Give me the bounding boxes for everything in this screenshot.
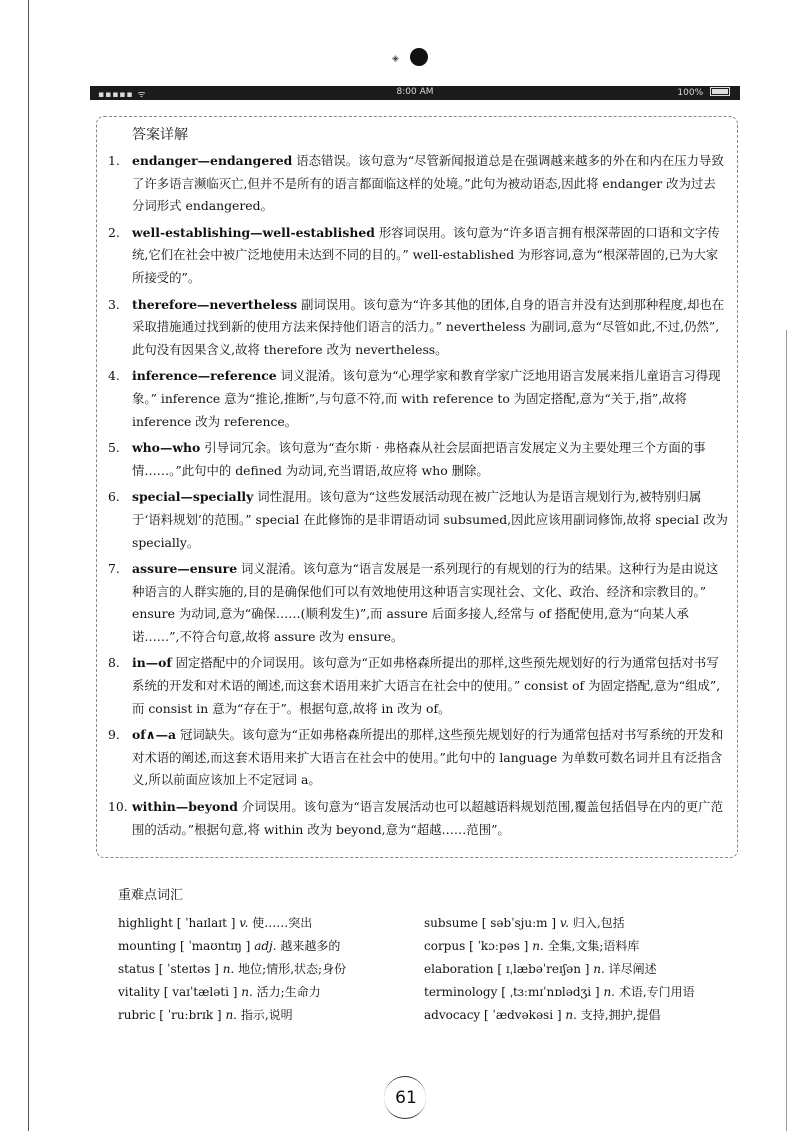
battery-icon (710, 87, 730, 96)
vocab-ipa: [ ˈmaʊntɪŋ ] (179, 939, 251, 953)
item-correction: inference—reference (132, 368, 277, 384)
vocab-list-left (118, 912, 438, 1027)
vocab-entry (424, 935, 744, 958)
vocab-list-right (424, 912, 744, 1027)
item-explanation: 固定搭配中的介词误用。该句意为“正如弗格森所提出的那样,这些预先规划好的行为通常包括对书写系统的开发和对术语的阐述,而这套术语用来扩大语言在社会中的使用。” consist of 为固定搭配,意为“组成”,而 consist in 意为“存在于”。根据句意,故将 in 改为 of。 (132, 655, 721, 716)
item-correction: of∧—a (132, 727, 177, 743)
item-correction: special—specially (132, 489, 254, 505)
vocab-meaning: 使……突出 (252, 916, 313, 930)
vocab-entry (118, 981, 438, 1004)
vocab-word: advocacy (424, 1008, 481, 1022)
vocab-entry (424, 1004, 744, 1027)
vocab-word: subsume (424, 916, 478, 930)
vocab-entry (118, 935, 438, 958)
vocab-pos: n. (603, 985, 615, 999)
vocab-pos: n. (565, 1008, 577, 1022)
item-explanation: 引导词冗余。该句意为“查尔斯 · 弗格森从社会层面把语言发展定义为主要处理三个方面的事情……。”此句中的 defined 为动词,充当谓语,故应将 who 删除。 (132, 440, 706, 478)
vocab-ipa: [ ˈruːbrɪk ] (159, 1008, 222, 1022)
vocab-meaning: 活力;生命力 (256, 985, 321, 999)
vocab-pos: n. (593, 962, 605, 976)
page-edge-line-right (786, 330, 787, 1131)
answer-item (108, 558, 728, 648)
item-number: 6. (108, 489, 120, 505)
vocab-word: terminology (424, 985, 498, 999)
vocab-entry (118, 1004, 438, 1027)
page-edge-line (28, 0, 29, 1131)
vocab-pos: adj. (254, 939, 277, 953)
answer-list (108, 150, 728, 845)
battery-indicator (677, 87, 730, 98)
item-number: 5. (108, 440, 120, 456)
item-number: 9. (108, 727, 120, 743)
item-correction: who—who (132, 440, 201, 456)
item-correction: in—of (132, 655, 172, 671)
item-correction: endanger—endangered (132, 153, 293, 168)
vocab-pos: n. (222, 962, 235, 976)
vocab-meaning: 术语,专门用语 (618, 985, 695, 999)
vocab-ipa: [ ɪˌlæbəˈreɪʃən ] (497, 962, 590, 976)
vocab-word: elaboration (424, 962, 494, 976)
status-time: 8:00 AM (396, 87, 434, 97)
vocab-meaning: 指示,说明 (240, 1008, 293, 1022)
vocab-entry (424, 912, 744, 935)
item-explanation: 形容词误用。该句意为“许多语言拥有根深蒂固的口语和文字传统,它们在社会中被广泛地使用未达到不同的目的。” well-established 为形容词,意为“根深蒂固的,已为大家所接受的”。 (132, 224, 720, 285)
item-explanation: 词义混淆。该句意为“心理学家和教育学家广泛地用语言发展来指儿童语言习得现象。” inference 意为“推论,推断”,与句意不符,而 with reference to 为固定搭配,意为“关于,指”,故将 inference 改为 reference。 (132, 368, 721, 429)
vocab-ipa: [ ˈkɔːpəs ] (469, 939, 529, 953)
vocab-word: highlight (118, 916, 173, 930)
item-explanation: 词性混用。该句意为“这些发展活动现在被广泛地认为是语言规划行为,被特别归属于‘语料规划’的范围。” special 在此修饰的是非谓语动词 subsumed,因此应该用副词修饰,故将 special 改为 specially。 (132, 489, 728, 550)
item-correction: therefore—nevertheless (132, 296, 298, 312)
item-correction: within—beyond (132, 799, 238, 815)
vocab-meaning: 越来越多的 (280, 939, 341, 953)
item-number: 2. (108, 224, 120, 240)
item-explanation: 副词误用。该句意为“许多其他的团体,自身的语言并没有达到那种程度,却也在采取措施通过找到新的使用方法来保持他们语言的活力。” nevertheless 为副词,意为“尽管如此,不过,仍然”,此句没有因果含义,故将 therefore 改为 nevertheless。 (132, 296, 725, 357)
answer-item (108, 724, 728, 792)
answer-item (108, 486, 728, 554)
answers-title: 答案详解 (132, 127, 188, 143)
vocab-ipa: [ ˈsteɪtəs ] (158, 962, 219, 976)
vocab-entry (424, 958, 744, 981)
vocab-ipa: [ ˈhaɪlaɪt ] (176, 916, 236, 930)
item-explanation: 词义混淆。该句意为“语言发展是一系列现行的有规划的行为的结果。这种行为是由说这种语言的人群实施的,目的是确保他们可以有效地使用这种语言实现社会、文化、政治、经济和宗教目的。” ensure 为动词,意为“确保……(顺利发生)”,而 assure 后面多接人,经常与 of 搭配使用,意为“向某人承诺……”,不符合句意,故将 assure 改为 ensure。 (132, 561, 719, 644)
status-bar (90, 86, 740, 100)
vocab-ipa: [ ˈædvəkəsi ] (484, 1008, 562, 1022)
vocab-pos: n. (225, 1008, 237, 1022)
vocab-pos: v. (239, 916, 249, 930)
vocab-entry (118, 912, 438, 935)
vocab-pos: n. (241, 985, 253, 999)
camera-icon: ◈ (392, 54, 399, 64)
item-number: 4. (108, 368, 120, 384)
camera-dot-icon (410, 48, 428, 66)
vocab-word: rubric (118, 1008, 156, 1022)
item-number: 8. (108, 655, 120, 671)
vocab-meaning: 详尽阐述 (608, 962, 657, 976)
vocab-meaning: 支持,拥护,提倡 (580, 1008, 661, 1022)
vocab-word: vitality (118, 985, 160, 999)
item-number: 7. (108, 561, 120, 577)
vocab-word: mounting (118, 939, 177, 953)
item-correction: assure—ensure (132, 561, 238, 577)
answer-item (108, 652, 728, 720)
signal-indicator: ▪▪▪▪▪ ᯤ (98, 90, 147, 100)
item-number: 1. (108, 153, 120, 168)
vocab-ipa: [ ˌtɜːmɪˈnɒlədʒi ] (501, 985, 600, 999)
answer-item (108, 796, 728, 841)
item-explanation: 介词误用。该句意为“语言发展活动也可以超越语料规划范围,覆盖包括倡导在内的更广范围的活动。”根据句意,将 within 改为 beyond,意为“超越……范围”。 (132, 799, 723, 837)
vocab-meaning: 归入,包括 (572, 916, 625, 930)
item-number: 10. (108, 799, 128, 815)
answer-item (108, 365, 728, 433)
vocab-ipa: [ səbˈsjuːm ] (481, 916, 557, 930)
page-number: 61 (384, 1076, 428, 1120)
battery-percent: 100% (677, 88, 704, 98)
answer-item (108, 150, 728, 218)
vocab-entry (118, 958, 438, 981)
vocab-pos: n. (532, 939, 544, 953)
vocab-word: corpus (424, 939, 466, 953)
vocab-title: 重难点词汇 (118, 888, 184, 903)
answer-item (108, 294, 728, 362)
item-explanation: 语态错误。该句意为“尽管新闻报道总是在强调越来越多的外在和内在压力导致了许多语言濒临灭亡,但并不是所有的语言都面临这样的处境。”此句为被动语态,因此将 endanger 改为过去分词形式 endangered。 (132, 153, 724, 214)
vocab-meaning: 地位;情形,状态;身份 (238, 962, 347, 976)
item-explanation: 冠词缺失。该句意为“正如弗格森所提出的那样,这些预先规划好的行为通常包括对书写系统的开发和对术语的阐述,而这套术语用来扩大语言在社会中的使用。”此句中的 language 为单数可数名词并且有泛指含义,所以前面应该加上不定冠词 a。 (132, 727, 724, 788)
answer-item (108, 437, 728, 482)
vocab-pos: v. (559, 916, 570, 930)
vocab-ipa: [ vaɪˈtæləti ] (163, 985, 238, 999)
vocab-meaning: 全集,文集;语料库 (547, 939, 640, 953)
vocab-word: status (118, 962, 155, 976)
vocab-entry (424, 981, 744, 1004)
item-number: 3. (108, 296, 120, 312)
answer-item (108, 222, 728, 290)
item-correction: well-establishing—well-established (132, 224, 375, 240)
